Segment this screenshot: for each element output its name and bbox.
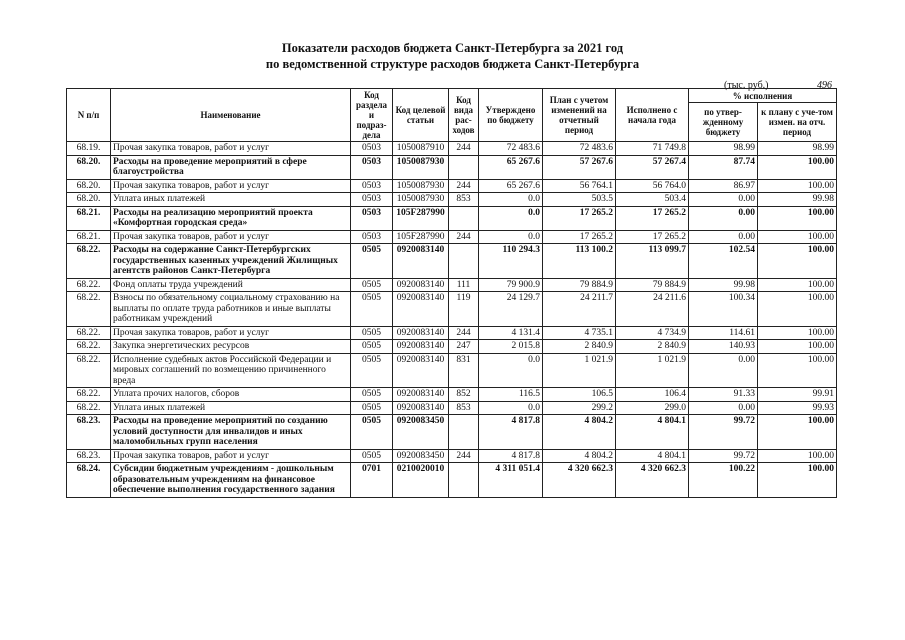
row-plan: 4 804.2: [543, 415, 616, 450]
row-num: 68.23.: [67, 415, 111, 450]
row-pct-plan: 100.00: [758, 206, 837, 230]
row-num: 68.20.: [67, 179, 111, 193]
row-statya: 0920083140: [393, 340, 449, 354]
row-pct-utv: 114.61: [689, 326, 758, 340]
row-plan: 4 320 662.3: [543, 463, 616, 498]
row-razdel: 0503: [351, 230, 393, 244]
row-vid: 831: [449, 353, 479, 388]
row-pct-plan: 99.93: [758, 401, 837, 415]
row-ispolneno: 57 267.4: [616, 155, 689, 179]
table-row: [67, 193, 837, 207]
row-num: 68.22.: [67, 244, 111, 279]
row-name: Уплата прочих налогов, сборов: [111, 388, 351, 402]
row-statya: 1050087930: [393, 193, 449, 207]
table-body: [67, 142, 837, 498]
row-razdel: 0503: [351, 142, 393, 156]
row-statya: 1050087930: [393, 179, 449, 193]
page-number: 496: [817, 80, 832, 91]
header-name: Наименование: [111, 89, 351, 142]
row-plan: 79 884.9: [543, 278, 616, 292]
row-pct-utv: 0.00: [689, 193, 758, 207]
row-razdel: 0505: [351, 388, 393, 402]
row-vid: [449, 415, 479, 450]
row-razdel: 0503: [351, 179, 393, 193]
row-ispolneno: 4 804.1: [616, 449, 689, 463]
row-plan: 2 840.9: [543, 340, 616, 354]
row-num: 68.24.: [67, 463, 111, 498]
row-statya: 105F287990: [393, 206, 449, 230]
header-plan: План с учетом изменений на отчетный период: [543, 89, 616, 142]
header-num: N п/п: [67, 89, 111, 142]
row-num: 68.22.: [67, 401, 111, 415]
row-name: Расходы на реализацию мероприятий проекта «Комфортная городская среда»: [111, 206, 351, 230]
table-row: [67, 179, 837, 193]
row-vid: [449, 244, 479, 279]
row-plan: 503.5: [543, 193, 616, 207]
row-plan: 113 100.2: [543, 244, 616, 279]
table-row: [67, 278, 837, 292]
row-razdel: 0503: [351, 155, 393, 179]
row-statya: 0920083140: [393, 326, 449, 340]
row-pct-plan: 99.98: [758, 193, 837, 207]
row-statya: 1050087910: [393, 142, 449, 156]
row-num: 68.21.: [67, 206, 111, 230]
header-kod-stati: Код целевой статьи: [393, 89, 449, 142]
document-title-line-1: Показатели расходов бюджета Санкт-Петербурга за 2021 год: [281, 41, 624, 55]
row-pct-plan: 100.00: [758, 155, 837, 179]
row-pct-plan: 100.00: [758, 230, 837, 244]
row-num: 68.21.: [67, 230, 111, 244]
row-num: 68.20.: [67, 155, 111, 179]
row-pct-utv: 86.97: [689, 179, 758, 193]
table-row: [67, 326, 837, 340]
row-statya: 0920083140: [393, 244, 449, 279]
row-plan: 56 764.1: [543, 179, 616, 193]
row-razdel: 0503: [351, 193, 393, 207]
row-vid: 244: [449, 142, 479, 156]
row-vid: [449, 206, 479, 230]
row-pct-utv: 0.00: [689, 206, 758, 230]
row-num: 68.22.: [67, 278, 111, 292]
row-statya: 0210020010: [393, 463, 449, 498]
row-pct-plan: 98.99: [758, 142, 837, 156]
row-name: Прочая закупка товаров, работ и услуг: [111, 230, 351, 244]
row-vid: 244: [449, 449, 479, 463]
row-ispolneno: 71 749.8: [616, 142, 689, 156]
row-name: Фонд оплаты труда учреждений: [111, 278, 351, 292]
header-kod-vida: Код вида рас-ходов: [449, 89, 479, 142]
row-plan: 1 021.9: [543, 353, 616, 388]
row-plan: 4 735.1: [543, 326, 616, 340]
row-num: 68.22.: [67, 326, 111, 340]
row-utverzhdeno: 0.0: [479, 230, 543, 244]
table-row: [67, 353, 837, 388]
row-name: Уплата иных платежей: [111, 401, 351, 415]
row-ispolneno: 2 840.9: [616, 340, 689, 354]
row-utverzhdeno: 0.0: [479, 206, 543, 230]
row-pct-plan: 99.91: [758, 388, 837, 402]
row-vid: 853: [449, 401, 479, 415]
row-name: Прочая закупка товаров, работ и услуг: [111, 326, 351, 340]
header-pct-group: % исполнения: [689, 89, 837, 103]
row-utverzhdeno: 4 817.8: [479, 449, 543, 463]
row-pct-plan: 100.00: [758, 463, 837, 498]
row-razdel: 0505: [351, 244, 393, 279]
row-pct-plan: 100.00: [758, 326, 837, 340]
row-vid: 111: [449, 278, 479, 292]
table-row: [67, 155, 837, 179]
row-statya: 1050087930: [393, 155, 449, 179]
row-statya: 0920083450: [393, 449, 449, 463]
header-ispolneno: Исполнено с начала года: [616, 89, 689, 142]
row-name: Взносы по обязательному социальному страхованию на выплаты по оплате труда работников и иные выплаты работникам учреждений: [111, 292, 351, 327]
row-vid: 244: [449, 230, 479, 244]
row-ispolneno: 17 265.2: [616, 206, 689, 230]
row-pct-plan: 100.00: [758, 278, 837, 292]
row-pct-plan: 100.00: [758, 449, 837, 463]
row-pct-utv: 99.72: [689, 449, 758, 463]
row-ispolneno: 4 734.9: [616, 326, 689, 340]
table-row: [67, 206, 837, 230]
row-plan: 72 483.6: [543, 142, 616, 156]
table-row: [67, 244, 837, 279]
row-num: 68.22.: [67, 353, 111, 388]
row-plan: 17 265.2: [543, 230, 616, 244]
row-plan: 57 267.6: [543, 155, 616, 179]
row-pct-utv: 99.98: [689, 278, 758, 292]
row-pct-utv: 102.54: [689, 244, 758, 279]
row-razdel: 0505: [351, 326, 393, 340]
row-pct-utv: 98.99: [689, 142, 758, 156]
row-ispolneno: 503.4: [616, 193, 689, 207]
row-vid: [449, 463, 479, 498]
row-plan: 4 804.2: [543, 449, 616, 463]
row-razdel: 0505: [351, 292, 393, 327]
header-pct-utv: по утвер-жденному бюджету: [689, 103, 758, 142]
row-pct-plan: 100.00: [758, 415, 837, 450]
row-razdel: 0505: [351, 401, 393, 415]
row-ispolneno: 17 265.2: [616, 230, 689, 244]
row-num: 68.22.: [67, 340, 111, 354]
row-utverzhdeno: 79 900.9: [479, 278, 543, 292]
row-razdel: 0505: [351, 340, 393, 354]
row-ispolneno: 79 884.9: [616, 278, 689, 292]
row-utverzhdeno: 110 294.3: [479, 244, 543, 279]
row-plan: 24 211.7: [543, 292, 616, 327]
row-num: 68.23.: [67, 449, 111, 463]
row-statya: 0920083140: [393, 292, 449, 327]
row-num: 68.20.: [67, 193, 111, 207]
row-name: Прочая закупка товаров, работ и услуг: [111, 179, 351, 193]
row-statya: 0920083450: [393, 415, 449, 450]
row-razdel: 0505: [351, 449, 393, 463]
row-utverzhdeno: 24 129.7: [479, 292, 543, 327]
row-num: 68.19.: [67, 142, 111, 156]
row-pct-utv: 100.22: [689, 463, 758, 498]
row-statya: 0920083140: [393, 353, 449, 388]
row-ispolneno: 299.0: [616, 401, 689, 415]
row-utverzhdeno: 4 817.8: [479, 415, 543, 450]
row-razdel: 0505: [351, 415, 393, 450]
row-pct-plan: 100.00: [758, 292, 837, 327]
row-ispolneno: 4 320 662.3: [616, 463, 689, 498]
row-pct-plan: 100.00: [758, 353, 837, 388]
row-pct-utv: 91.33: [689, 388, 758, 402]
row-ispolneno: 1 021.9: [616, 353, 689, 388]
row-name: Расходы на проведение мероприятий в сфере благоустройства: [111, 155, 351, 179]
row-name: Субсидии бюджетным учреждениям - дошкольным образовательным учреждениям на финансовое обеспечение выполнения государственного задания: [111, 463, 351, 498]
row-razdel: 0505: [351, 278, 393, 292]
row-statya: 0920083140: [393, 278, 449, 292]
row-razdel: 0503: [351, 206, 393, 230]
row-statya: 0920083140: [393, 388, 449, 402]
row-name: Исполнение судебных актов Российской Федерации и мировых соглашений по возмещению причиненного вреда: [111, 353, 351, 388]
row-utverzhdeno: 4 131.4: [479, 326, 543, 340]
row-ispolneno: 113 099.7: [616, 244, 689, 279]
row-statya: 105F287990: [393, 230, 449, 244]
table-row: [67, 449, 837, 463]
row-num: 68.22.: [67, 292, 111, 327]
row-vid: 852: [449, 388, 479, 402]
row-vid: 244: [449, 326, 479, 340]
row-pct-utv: 0.00: [689, 230, 758, 244]
row-utverzhdeno: 72 483.6: [479, 142, 543, 156]
row-vid: 119: [449, 292, 479, 327]
row-ispolneno: 4 804.1: [616, 415, 689, 450]
row-name: Расходы на проведение мероприятий по созданию условий доступности для инвалидов и иных маломобильных групп населения: [111, 415, 351, 450]
table-row: [67, 463, 837, 498]
row-vid: 247: [449, 340, 479, 354]
row-utverzhdeno: 0.0: [479, 401, 543, 415]
header-utverzhdeno: Утверждено по бюджету: [479, 89, 543, 142]
row-statya: 0920083140: [393, 401, 449, 415]
row-pct-utv: 0.00: [689, 401, 758, 415]
row-ispolneno: 56 764.0: [616, 179, 689, 193]
row-pct-utv: 140.93: [689, 340, 758, 354]
row-pct-utv: 100.34: [689, 292, 758, 327]
units-label: (тыс. руб.): [724, 80, 769, 91]
row-utverzhdeno: 65 267.6: [479, 179, 543, 193]
row-utverzhdeno: 0.0: [479, 193, 543, 207]
row-plan: 299.2: [543, 401, 616, 415]
row-name: Прочая закупка товаров, работ и услуг: [111, 449, 351, 463]
expenditure-table: [66, 88, 837, 498]
table-row: [67, 142, 837, 156]
row-utverzhdeno: 2 015.8: [479, 340, 543, 354]
row-vid: 853: [449, 193, 479, 207]
row-utverzhdeno: 65 267.6: [479, 155, 543, 179]
header-pct-plan: к плану с уче-том измен. на отч. период: [758, 103, 837, 142]
row-plan: 17 265.2: [543, 206, 616, 230]
document-title-line-2: по ведомственной структуре расходов бюджета Санкт-Петербурга: [265, 57, 640, 71]
row-vid: [449, 155, 479, 179]
row-name: Прочая закупка товаров, работ и услуг: [111, 142, 351, 156]
row-pct-plan: 100.00: [758, 244, 837, 279]
header-kod-razdela: Код раздела и подраз-дела: [351, 89, 393, 142]
row-name: Закупка энергетических ресурсов: [111, 340, 351, 354]
row-pct-plan: 100.00: [758, 179, 837, 193]
table-row: [67, 230, 837, 244]
row-vid: 244: [449, 179, 479, 193]
row-plan: 106.5: [543, 388, 616, 402]
row-name: Расходы на содержание Санкт-Петербургских государственных казенных учреждений Жилищных агентств районов Санкт-Петербурга: [111, 244, 351, 279]
row-pct-utv: 99.72: [689, 415, 758, 450]
table-row: [67, 401, 837, 415]
row-utverzhdeno: 116.5: [479, 388, 543, 402]
row-pct-plan: 100.00: [758, 340, 837, 354]
row-name: Уплата иных платежей: [111, 193, 351, 207]
row-num: 68.22.: [67, 388, 111, 402]
row-ispolneno: 24 211.6: [616, 292, 689, 327]
row-utverzhdeno: 0.0: [479, 353, 543, 388]
row-ispolneno: 106.4: [616, 388, 689, 402]
row-pct-utv: 87.74: [689, 155, 758, 179]
table-row: [67, 292, 837, 327]
row-razdel: 0701: [351, 463, 393, 498]
row-utverzhdeno: 4 311 051.4: [479, 463, 543, 498]
table-row: [67, 415, 837, 450]
table-row: [67, 340, 837, 354]
row-pct-utv: 0.00: [689, 353, 758, 388]
table-row: [67, 388, 837, 402]
row-razdel: 0505: [351, 353, 393, 388]
